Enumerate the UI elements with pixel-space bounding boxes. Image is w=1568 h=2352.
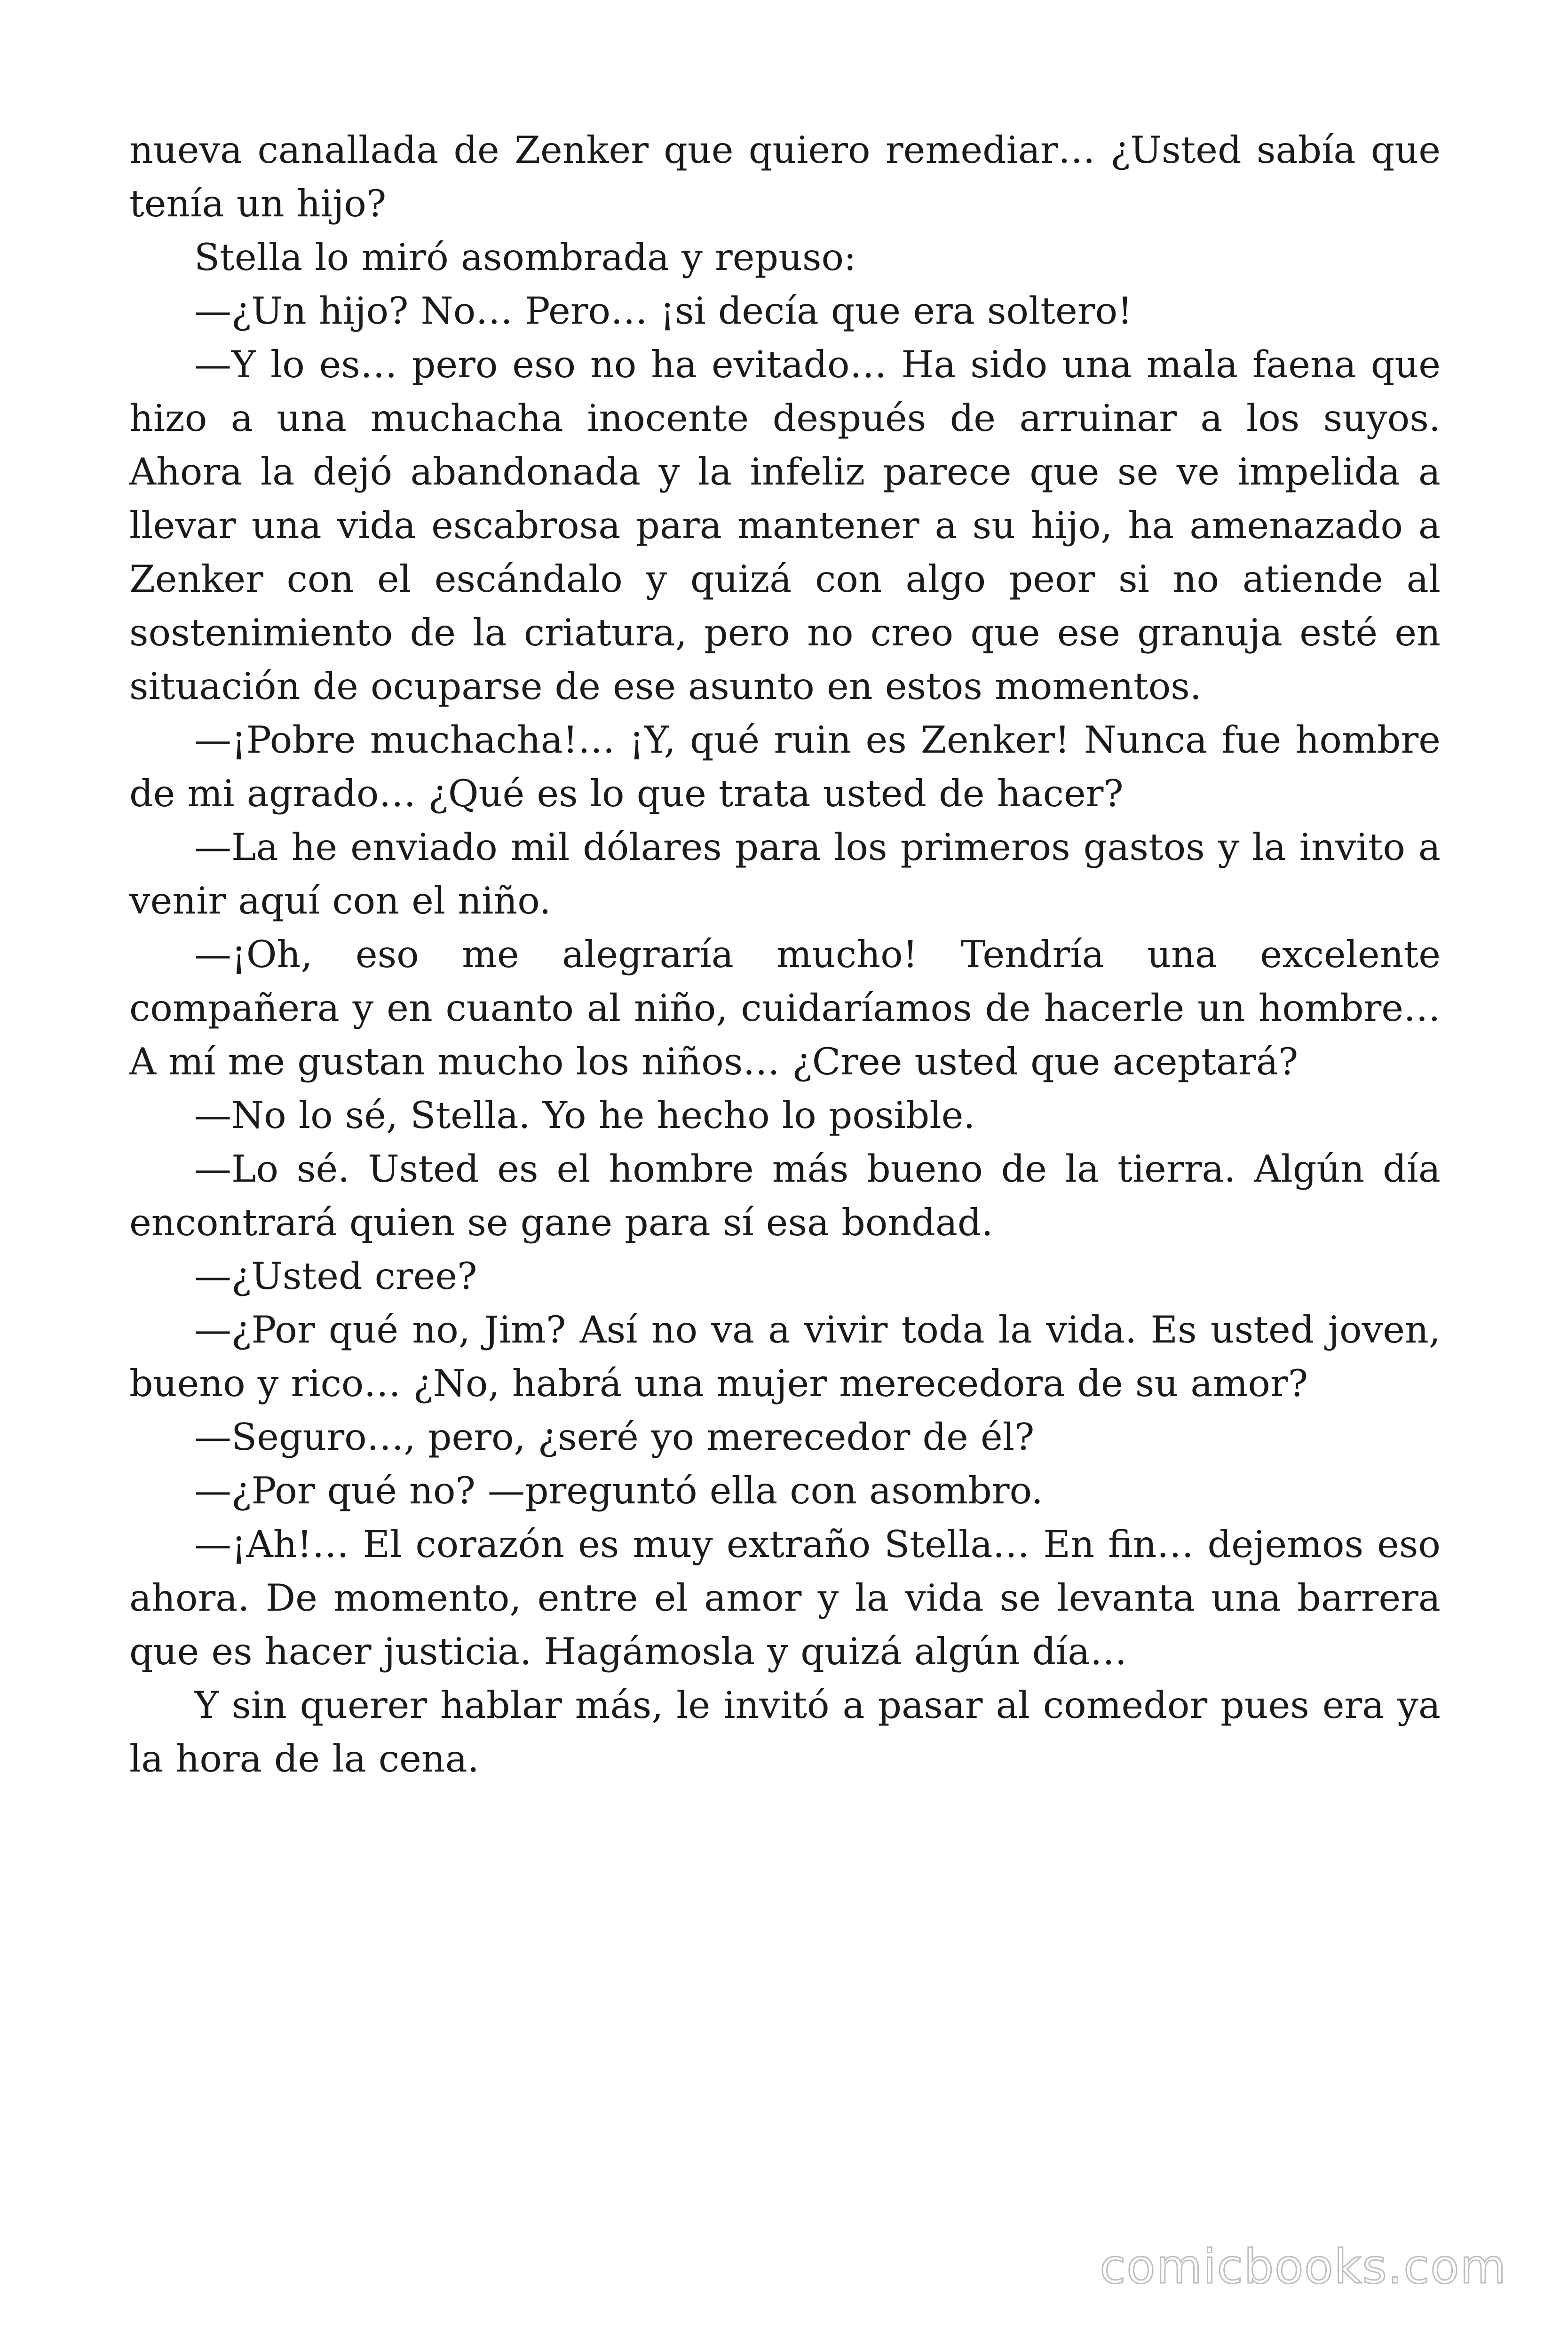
paragraph: —¿Usted cree? bbox=[194, 1255, 477, 1298]
paragraph: —¡Ah!… El corazón es muy extraño Stella… En fin… dejemos eso ahora. De momento, entre el amor y la vida se levanta una barrera que es hacer justicia. Hagámosla y quizá algún día… bbox=[129, 1523, 1441, 1673]
page-body bbox=[129, 123, 1441, 1786]
paragraph: —No lo sé, Stella. Yo he hecho lo posible. bbox=[194, 1094, 975, 1137]
paragraph: —Seguro…, pero, ¿seré yo merecedor de él? bbox=[194, 1415, 1035, 1459]
paragraph: —¿Por qué no, Jim? Así no va a vivir toda la vida. Es usted joven, bueno y rico… ¿No, habrá una mujer merecedora de su amor? bbox=[129, 1308, 1441, 1405]
paragraph: —¡Oh, eso me alegraría mucho! Tendría una excelente compañera y en cuanto al niño, cuidaríamos de hacerle un hombre… A mí me gustan mucho los niños… ¿Cree usted que aceptará? bbox=[129, 933, 1441, 1083]
paragraph: —¿Un hijo? No… Pero… ¡si decía que era soltero! bbox=[194, 289, 1132, 333]
paragraph: —¿Por qué no? —preguntó ella con asombro. bbox=[194, 1469, 1043, 1512]
paragraph: Stella lo miró asombrada y repuso: bbox=[194, 236, 856, 279]
paragraph: nueva canallada de Zenker que quiero remediar… ¿Usted sabía que tenía un hijo? bbox=[129, 128, 1441, 225]
paragraph: —Lo sé. Usted es el hombre más bueno de la tierra. Algún día encontrará quien se gane para sí esa bondad. bbox=[129, 1147, 1441, 1244]
paragraph: —La he enviado mil dólares para los primeros gastos y la invito a venir aquí con el niño. bbox=[129, 826, 1441, 922]
paragraph: —Y lo es… pero eso no ha evitado… Ha sido una mala faena que hizo a una muchacha inocente después de arruinar a los suyos. Ahora la dejó abandonada y la infeliz parece que se ve impelida a llevar una vida escabrosa para mantener a su hijo, ha amenazado a Zenker con el escándalo y quizá con algo peor si no atiende al sostenimiento de la criatura, pero no creo que ese granuja esté en situación de ocuparse de ese asunto en estos momentos. bbox=[129, 343, 1441, 708]
watermark: comicbooks.com bbox=[1100, 2239, 1507, 2294]
paragraph: Y sin querer hablar más, le invitó a pasar al comedor pues era ya la hora de la cena. bbox=[129, 1684, 1441, 1780]
paragraph: —¡Pobre muchacha!… ¡Y, qué ruin es Zenker! Nunca fue hombre de mi agrado… ¿Qué es lo que trata usted de hacer? bbox=[129, 718, 1441, 815]
